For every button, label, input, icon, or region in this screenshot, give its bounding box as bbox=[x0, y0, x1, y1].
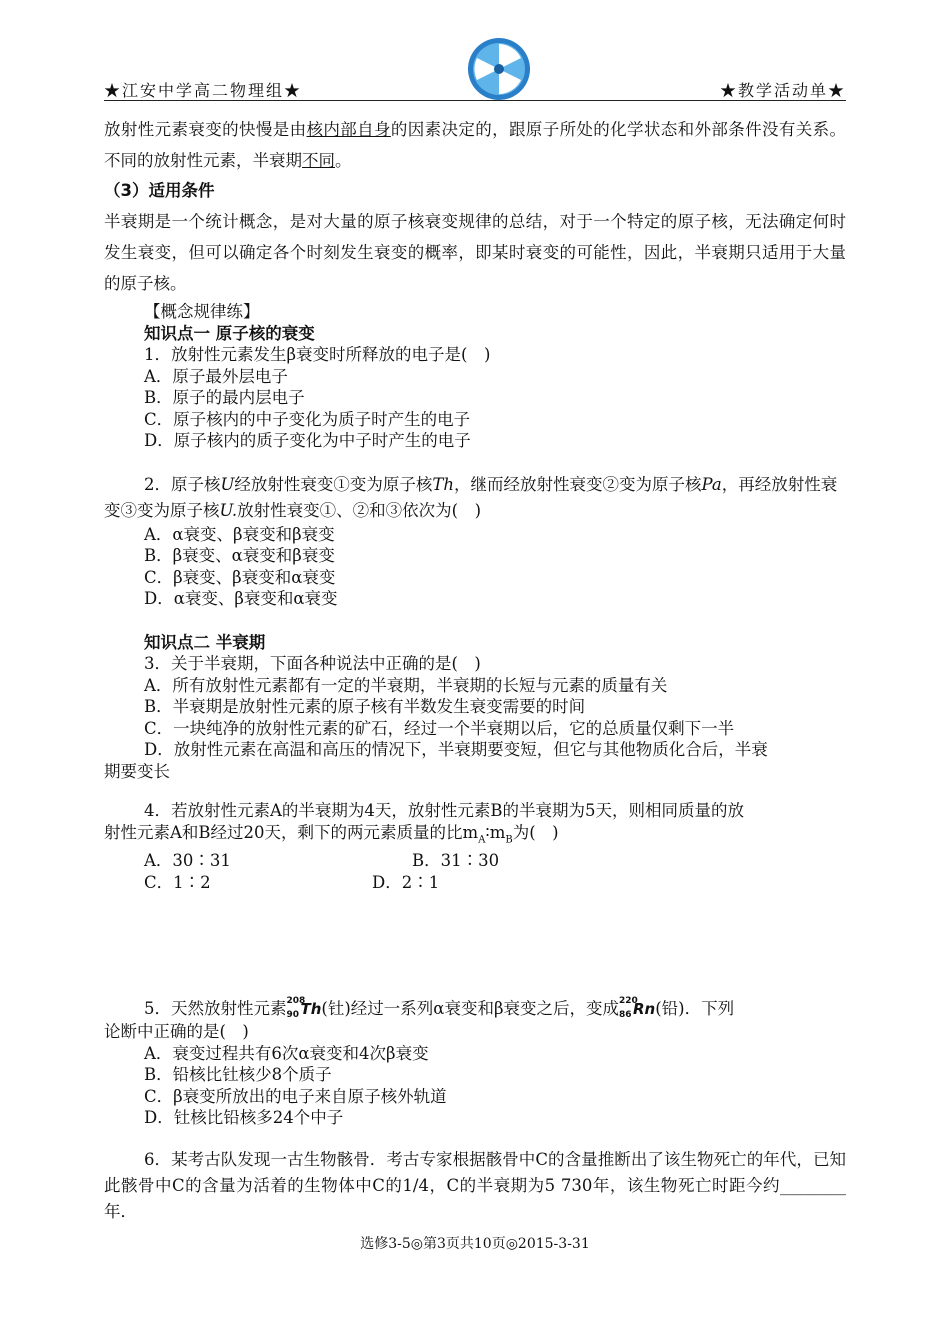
element-symbol: U bbox=[220, 474, 235, 494]
underlined-term: 不同 bbox=[302, 151, 335, 170]
q4-options-row-1 bbox=[104, 850, 846, 872]
mass-number: 220 bbox=[618, 996, 638, 1007]
atomic-number: 86 bbox=[618, 1010, 632, 1021]
document-body bbox=[104, 114, 846, 1225]
q5-option-a: A．衰变过程共有6次α衰变和4次β衰变 bbox=[144, 1043, 429, 1063]
q5-option-d: D．钍核比铅核多24个中子 bbox=[144, 1108, 344, 1128]
q5-option-b: B．铅核比钍核少8个质子 bbox=[144, 1065, 332, 1085]
text-run: 。 bbox=[335, 151, 352, 170]
element-symbol: Th bbox=[300, 1000, 322, 1019]
atomic-number: 90 bbox=[286, 1010, 300, 1021]
q3-stem: 3．关于半衰期，下面各种说法中正确的是( ) bbox=[144, 654, 481, 673]
q1-option-d: D．原子核内的质子变化为中子时产生的电子 bbox=[144, 431, 471, 450]
question-2 bbox=[104, 472, 846, 610]
text-run: (钍)经过一系列α衰变和β衰变之后，变成 bbox=[321, 999, 619, 1019]
page-footer: 选修3-5◎第3页共10页◎2015-3-31 bbox=[360, 1236, 590, 1252]
q1-option-a: A．原子最外层电子 bbox=[144, 366, 288, 386]
q3-option-b: B．半衰期是放射性元素的原子核有半数发生衰变需要的时间 bbox=[144, 697, 586, 716]
question-5 bbox=[104, 997, 846, 1129]
knowledge-point-1: 知识点一 原子核的衰变 bbox=[144, 323, 315, 343]
intro-paragraph-2: 半衰期是一个统计概念，是对大量的原子核衰变规律的总结，对于一个特定的原子核，无法确定何时发生衰变，但可以确定各个时刻发生衰变的概率，即某时衰变的可能性，因此，半衰期只适用于大量的原子核。 bbox=[104, 212, 846, 293]
q3-option-d-line1: D．放射性元素在高温和高压的情况下，半衰期要变短，但它与其他物质化合后，半衰 bbox=[144, 740, 768, 759]
q1-stem: 1．放射性元素发生β衰变时所释放的电子是( ) bbox=[144, 345, 491, 364]
knowledge-point-2: 知识点二 半衰期 bbox=[144, 632, 266, 652]
q2-option-d: D．α衰变、β衰变和α衰变 bbox=[144, 589, 338, 608]
text-run: 放射性元素衰变的快慢是由 bbox=[104, 120, 307, 139]
q3-option-a: A．所有放射性元素都有一定的半衰期，半衰期的长短与元素的质量有关 bbox=[144, 675, 668, 695]
q4-option-c: C．1∶2 bbox=[144, 872, 211, 892]
q2-option-c: C．β衰变、β衰变和α衰变 bbox=[144, 567, 336, 587]
question-6: 6．某考古队发现一古生物骸骨．考古专家根据骸骨中C的含量推断出了该生物死亡的年代，已知此骸骨中C的含量为活着的生物体中C的1/4，C的半衰期为5 730年，该生物死亡时距今约________年． bbox=[104, 1149, 846, 1221]
text-run: 的因素决定的，跟原子所处的化学状态和外部条件没有关系。不同的放射性元素，半衰期 bbox=[104, 120, 847, 170]
text-run: ∶m bbox=[485, 822, 506, 842]
q5-option-c: C．β衰变所放出的电子来自原子核外轨道 bbox=[144, 1086, 447, 1106]
thorium-nuclide bbox=[287, 997, 322, 1021]
q4-options-row-2 bbox=[104, 872, 846, 894]
element-symbol: Pa bbox=[701, 474, 722, 494]
q2-option-b: B．β衰变、α衰变和β衰变 bbox=[144, 546, 335, 565]
element-symbol: U. bbox=[219, 500, 238, 520]
section-3-heading: （3）适用条件 bbox=[104, 181, 215, 200]
q4-option-b: B．31∶30 bbox=[412, 851, 500, 871]
text-run: ，再经放射性衰变③变为原子核 bbox=[104, 474, 838, 520]
header-right-title: ★教学活动单★ bbox=[719, 81, 846, 100]
q1-option-b: B．原子的最内层电子 bbox=[144, 388, 305, 407]
q4-stem-line1: 4．若放射性元素A的半衰期为4天，放射性元素B的半衰期为5天，则相同质量的放 bbox=[144, 801, 745, 820]
q4-option-a: A．30∶31 bbox=[144, 851, 231, 871]
q3-option-c: C．一块纯净的放射性元素的矿石，经过一个半衰期以后，它的总质量仅剩下一半 bbox=[144, 718, 735, 738]
q5-stem-line1 bbox=[104, 997, 846, 1021]
q2-option-a: A．α衰变、β衰变和β衰变 bbox=[144, 524, 335, 544]
text-run: (铅)．下列 bbox=[655, 999, 735, 1019]
practice-title: 【概念规律练】 bbox=[144, 302, 260, 321]
text-run: 5．天然放射性元素 bbox=[144, 999, 287, 1019]
text-run: 射性元素A和B经过20天，剩下的两元素质量的比m bbox=[104, 822, 479, 842]
q2-stem bbox=[104, 472, 846, 524]
text-run: ，继而经放射性衰变②变为原子核 bbox=[454, 474, 702, 494]
text-run: 2．原子核 bbox=[144, 474, 221, 494]
header-left-title: ★江安中学高二物理组★ bbox=[104, 81, 303, 100]
question-1 bbox=[104, 344, 846, 452]
mass-number: 208 bbox=[286, 996, 306, 1007]
underlined-term: 核内部自身 bbox=[306, 120, 391, 139]
question-3 bbox=[104, 653, 846, 782]
element-symbol: Rn bbox=[632, 1000, 656, 1019]
question-4 bbox=[104, 800, 846, 893]
text-run: 为( ) bbox=[512, 822, 559, 842]
text-run: 放射性衰变①、②和③依次为( ) bbox=[237, 500, 482, 520]
subscript: B bbox=[505, 833, 513, 845]
q5-stem-line2: 论断中正确的是( ) bbox=[104, 1022, 249, 1042]
q1-option-c: C．原子核内的中子变化为质子时产生的电子 bbox=[144, 409, 471, 429]
school-logo-icon bbox=[466, 36, 532, 102]
subscript: A bbox=[478, 833, 486, 845]
text-run: 经放射性衰变①变为原子核 bbox=[234, 474, 433, 494]
element-symbol: Th bbox=[432, 474, 455, 494]
q4-stem-line2 bbox=[104, 822, 846, 851]
intro-paragraph-1 bbox=[104, 114, 846, 176]
q3-option-d-line2: 期要变长 bbox=[104, 761, 170, 781]
q4-option-d: D．2∶1 bbox=[372, 872, 440, 892]
radon-nuclide bbox=[619, 997, 655, 1021]
page-header bbox=[104, 56, 846, 101]
